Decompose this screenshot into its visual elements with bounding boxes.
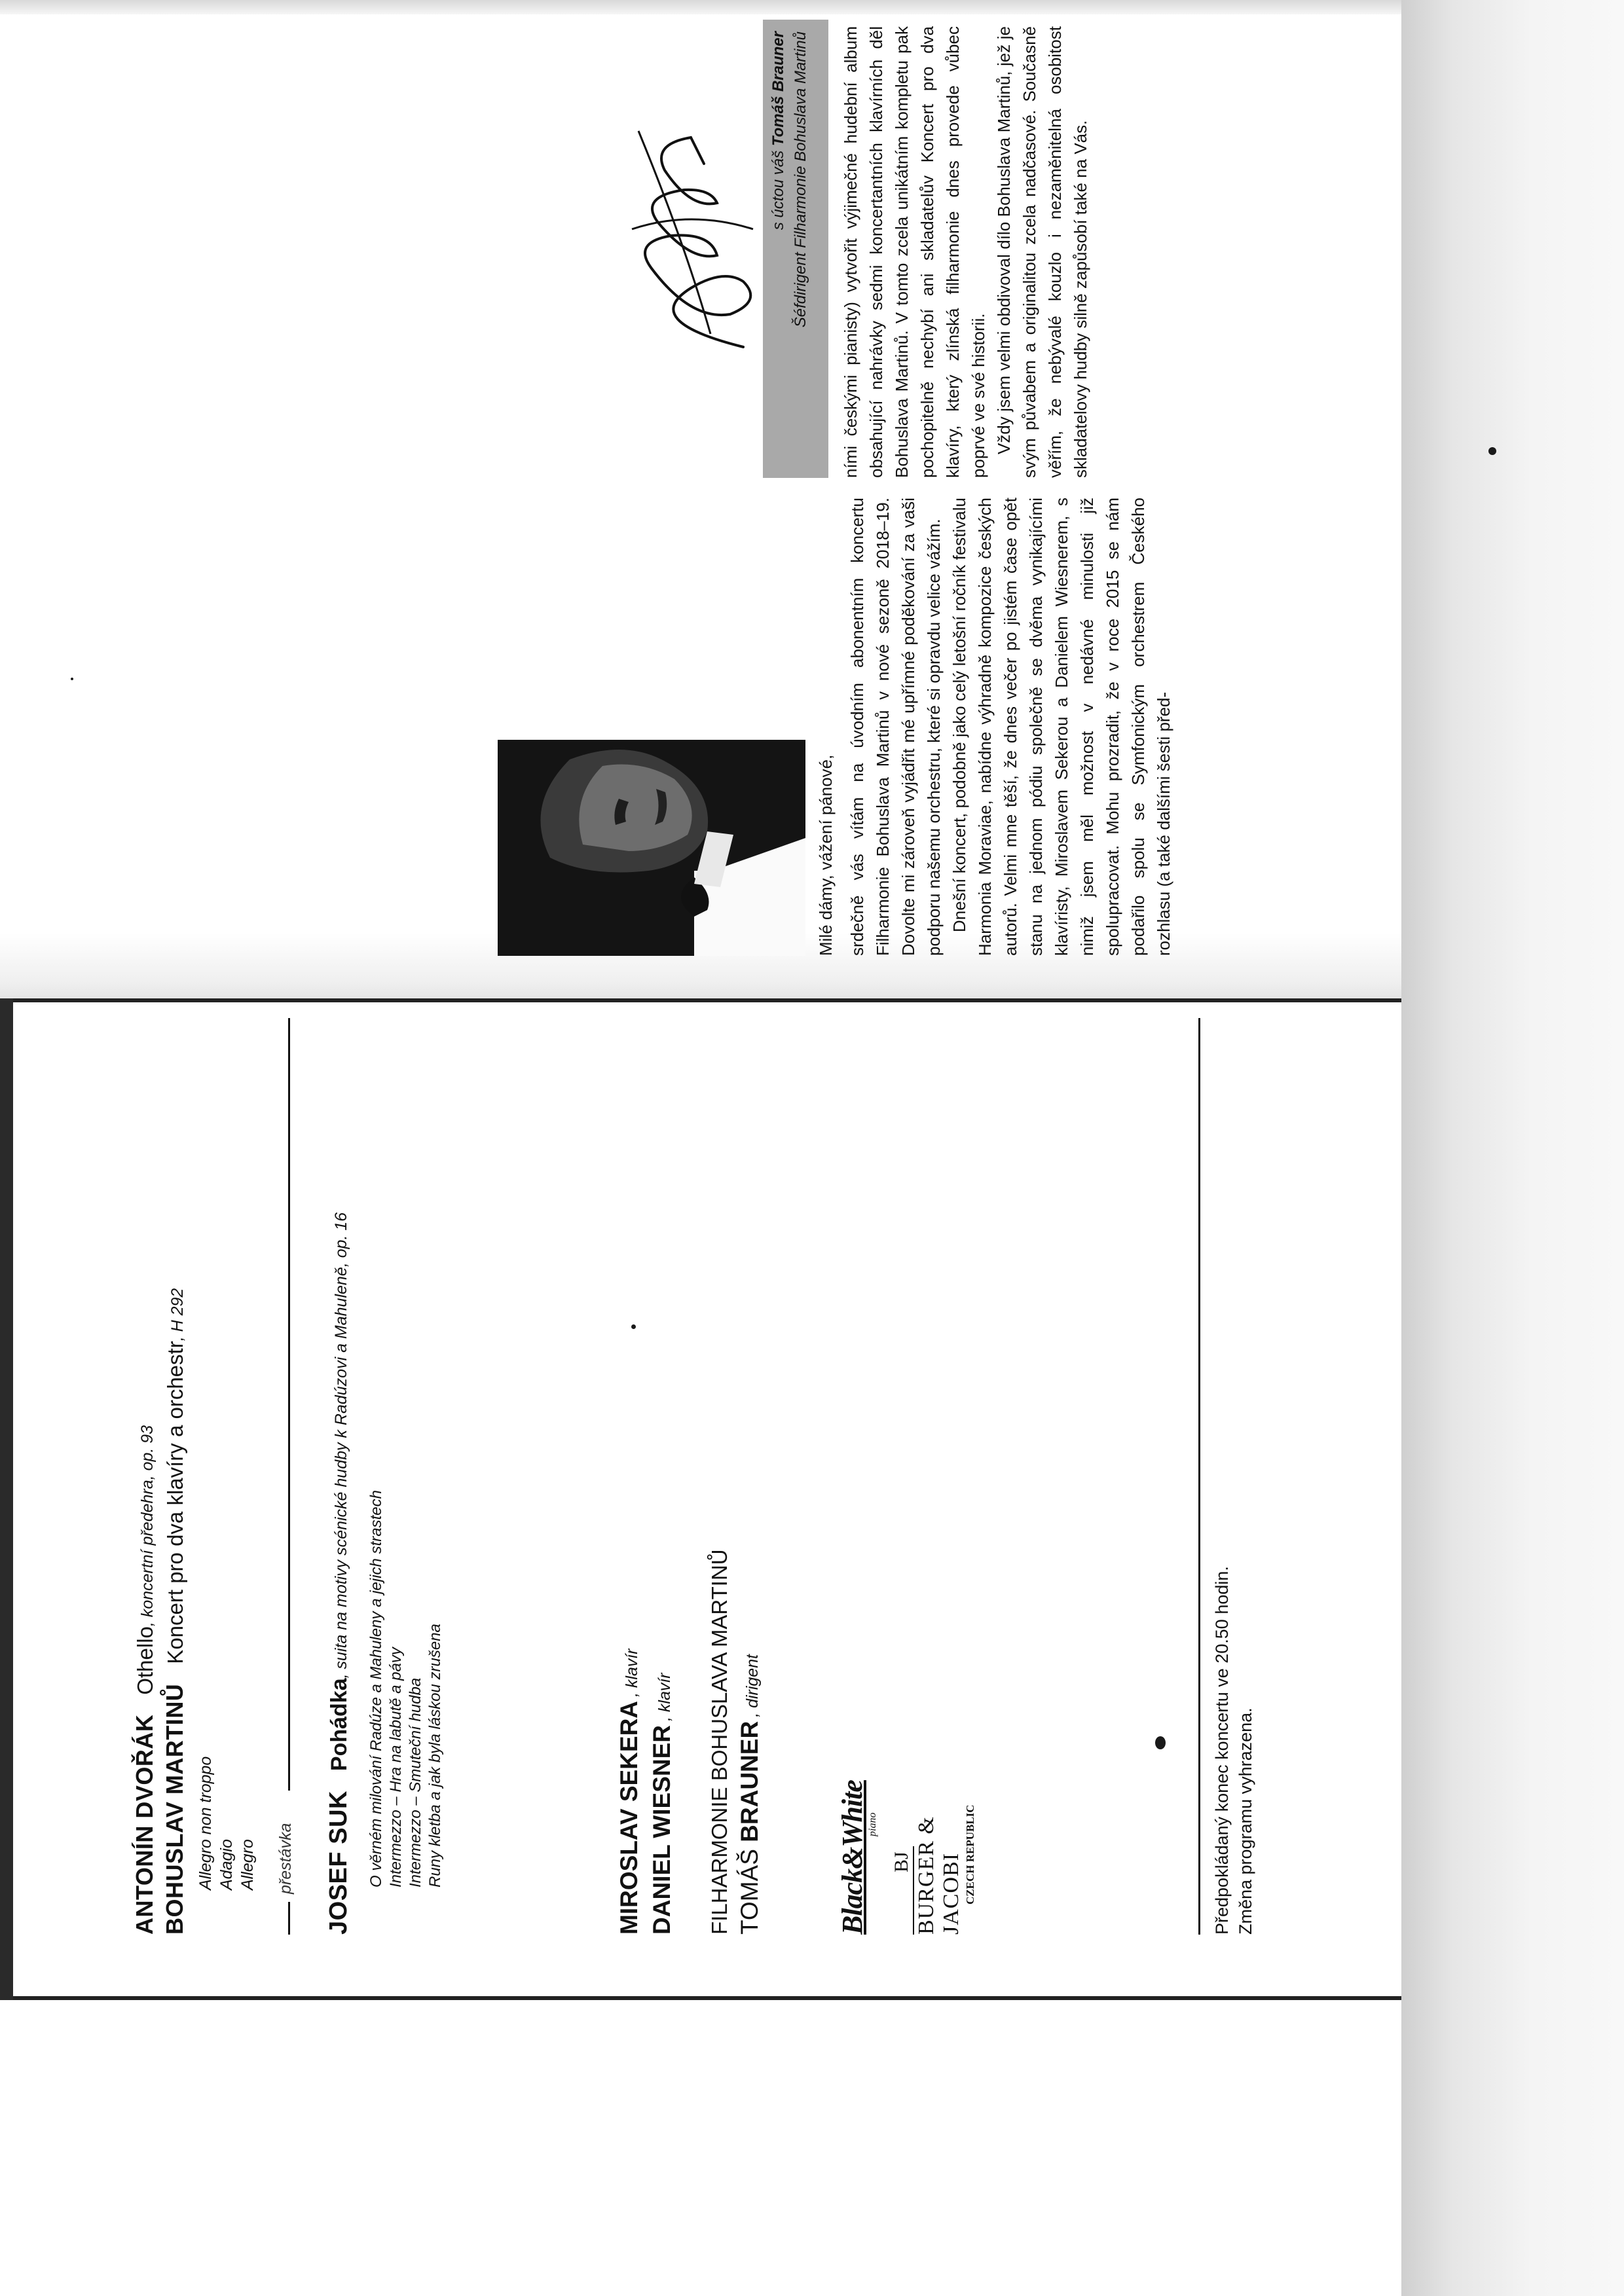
performer bbox=[648, 1673, 676, 1935]
burger-jacobi-logo bbox=[891, 1738, 976, 1935]
conductor-last-name: BRAUNER bbox=[736, 1721, 763, 1842]
performer-name: DANIEL WIESNER bbox=[648, 1724, 675, 1935]
performer bbox=[616, 1649, 643, 1935]
suite-part: Intermezzo – Smuteční hudba bbox=[407, 1677, 424, 1887]
closing-name: Tomáš Brauner bbox=[769, 31, 787, 147]
work-title: Koncert pro dva klavíry a orchestr bbox=[163, 1341, 187, 1664]
letter-paragraph: ními českými pianisty) vytvořit výjimečné hudební album obsahující nahrávky sedmi koncertantních klavírních děl Bohuslava Martinů. V tomto zcela unikátním kompletu pak pochopitelně nechybí ani skladatelův Koncert pro dva klavíry, který zlínská filharmonie dnes provede vůbec poprvé ve své historii. bbox=[841, 26, 988, 478]
movement: Allegro non troppo bbox=[196, 1756, 215, 1890]
sponsor-2-wordmark: BURGER & JACOBI bbox=[914, 1816, 963, 1935]
work-description: , koncertní předehra, op. 93 bbox=[138, 1425, 157, 1627]
program-item-martinu bbox=[161, 1288, 189, 1935]
divider bbox=[288, 1018, 290, 1791]
program-item-suk bbox=[325, 1212, 353, 1935]
letter-paragraph: Dnešní koncert, podobně jako celý letošní ročník festivalu Harmonia Moraviae, nabídne výhradně kompozice českých autorů. Velmi mne těší, že dnes večer po jistém čase opět stanu na jednom pódiu společně se dvěma vynikajícími klavíristy, Miroslavem Sekerou a Danielem Wiesnerem, s nimiž jsem měl možnost v nedávné minulosti již spolupracovat. Mohu prozradit, že v roce 2015 se nám podařilo spolu se Symfonickým orchestrem Českého rozhlasu (a také dalšími šesti před- bbox=[950, 498, 1173, 956]
work-catalog: , H 292 bbox=[168, 1288, 187, 1341]
performer-role: , klavír bbox=[623, 1649, 641, 1697]
movement: Allegro bbox=[238, 1839, 257, 1890]
conductor-role: , dirigent bbox=[743, 1654, 762, 1717]
end-time-note: Předpokládaný konec koncertu ve 20.50 hodin. bbox=[1212, 1566, 1232, 1935]
scan-speck bbox=[71, 678, 73, 680]
scan-right-shadow bbox=[1401, 0, 1624, 2296]
letter-paragraph: srdečně vás vítám na úvodním abonentním koncertu Filharmonie Bohuslava Martinů v nové sezoně 2018–19. Dovolte mi zároveň vyjádřit mé upřímné poděkování za vaši podporu našemu orchestru, které si opravdu velice vážím. bbox=[847, 498, 944, 956]
closing-line bbox=[769, 31, 788, 230]
signature-box bbox=[763, 20, 828, 478]
closing-prefix: s úctou váš bbox=[769, 146, 787, 230]
handwritten-signature bbox=[612, 118, 763, 360]
work-description: , suita na motivy scénické hudby k Radúzovi a Mahuleně, op. 16 bbox=[332, 1212, 350, 1679]
movement-list bbox=[195, 1757, 258, 1935]
orchestra-name: FILHARMONIE BOHUSLAVA MARTINŮ bbox=[707, 1549, 731, 1935]
letter-page bbox=[498, 20, 1414, 956]
letter-paragraph: Vždy jsem velmi obdivoval dílo Bohuslava Martinů, jež je svým půvabem a originalitou zcela nadčasové. Současně věřím, že nebývalé kouzlo i nezaměnitelná osobitost skladatelovy hudby silně zapůsobí také na Vás. bbox=[994, 26, 1090, 478]
binding-edge bbox=[0, 998, 13, 2000]
letter-column-1 bbox=[845, 498, 1177, 956]
intermission-label: přestávka bbox=[276, 1823, 295, 1894]
conductor-portrait-photo bbox=[498, 740, 805, 956]
footer-note bbox=[1210, 1566, 1257, 1935]
scan-speck bbox=[1488, 447, 1496, 455]
conductor bbox=[736, 1654, 764, 1935]
performer-role: , klavír bbox=[655, 1673, 674, 1721]
composer-name: JOSEF SUK bbox=[325, 1791, 352, 1935]
program-page bbox=[131, 1025, 1257, 1935]
divider bbox=[288, 1902, 290, 1935]
letter-greeting: Milé dámy, vážení pánové, bbox=[816, 754, 836, 956]
suite-part: O věrném milování Radúze a Mahuleny a jejich strastech bbox=[367, 1490, 385, 1887]
movement: Adagio bbox=[217, 1839, 236, 1890]
work-title: Pohádka bbox=[327, 1678, 352, 1772]
sponsor-2-sub: CZECH REPUBLIC bbox=[964, 1804, 976, 1904]
suite-part: Runy kletba a jak byla láskou zrušena bbox=[426, 1624, 444, 1887]
suite-part: Intermezzo – Hra na labutě a pávy bbox=[387, 1647, 405, 1887]
conductor-first-name: TOMÁŠ bbox=[736, 1842, 763, 1935]
program-item-dvorak bbox=[131, 1425, 158, 1935]
work-title: Othello bbox=[133, 1626, 157, 1695]
program-change-note: Změna programu vyhrazena. bbox=[1236, 1707, 1255, 1935]
composer-name: ANTONÍN DVOŘÁK bbox=[131, 1714, 158, 1935]
sponsor-2-monogram: BJ bbox=[891, 1846, 914, 1935]
footer-divider bbox=[1198, 1018, 1200, 1935]
composer-name: BOHUSLAV MARTINŮ bbox=[161, 1683, 188, 1935]
sponsor-1-wordmark: Black&White bbox=[836, 1780, 868, 1935]
suite-parts-list bbox=[367, 1490, 445, 1935]
performer-name: MIROSLAV SEKERA bbox=[616, 1700, 642, 1935]
closing-title: Šéfdirigent Filharmonie Bohuslava Martinů bbox=[792, 31, 809, 328]
sponsor-1-sub: piano bbox=[867, 1812, 878, 1836]
black-white-piano-logo bbox=[838, 1738, 884, 1935]
scan-top-edge bbox=[0, 0, 1401, 14]
